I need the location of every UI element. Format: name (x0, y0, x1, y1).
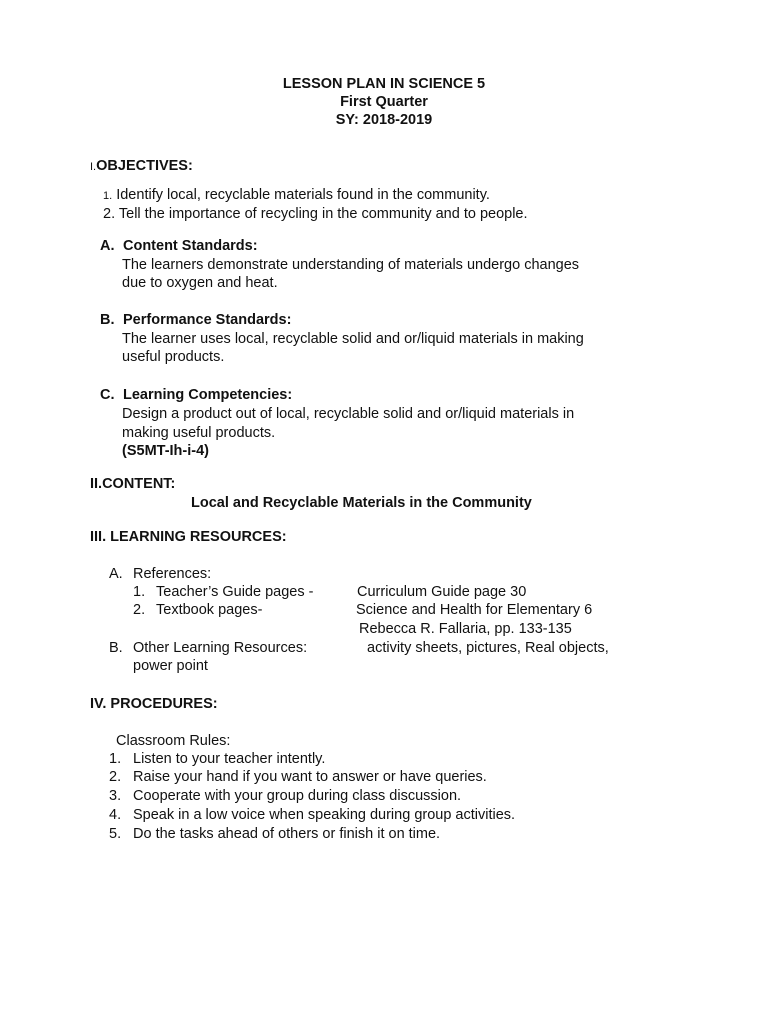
rule-number: 3. (109, 788, 122, 804)
reference-label: Teacher’s Guide pages - (156, 584, 314, 600)
content-standards-heading: Content Standards: (123, 238, 258, 254)
reference-number: 2. (133, 602, 146, 618)
content-topic: Local and Recyclable Materials in the Community (191, 495, 532, 511)
rule-number: 5. (109, 826, 122, 842)
content-standards-text-line1: The learners demonstrate understanding of materials undergo changes (122, 257, 580, 273)
other-resources-value-line2: power point (133, 658, 208, 674)
other-resources-value: activity sheets, pictures, Real objects, (367, 640, 609, 656)
classroom-rules-title: Classroom Rules: (116, 733, 231, 749)
rule-text: Listen to your teacher intently. (133, 751, 326, 767)
reference-value: Curriculum Guide page 30 (357, 584, 527, 600)
performance-standards-text-line2: useful products. (122, 349, 225, 365)
quarter-label: First Quarter (340, 94, 428, 110)
performance-standards-heading: Performance Standards: (123, 312, 292, 328)
references-letter: A. (109, 566, 123, 582)
rule-text: Raise your hand if you want to answer or have queries. (133, 769, 487, 785)
performance-standards-text-line1: The learner uses local, recyclable solid and or/liquid materials in making (122, 331, 584, 347)
procedures-heading: IV. PROCEDURES: (90, 696, 218, 712)
reference-value: Science and Health for Elementary 6 (356, 602, 593, 618)
reference-value-line2: Rebecca R. Fallaria, pp. 133-135 (359, 621, 572, 637)
rule-number: 4. (109, 807, 122, 823)
objective-text: Identify local, recyclable materials found in the community. (116, 187, 490, 203)
document-title: LESSON PLAN IN SCIENCE 5 (282, 76, 486, 92)
objective-number: 1. (103, 190, 113, 202)
learning-competencies-letter: C. (100, 387, 115, 403)
school-year-label: SY: 2018-2019 (335, 112, 433, 128)
references-label: References: (133, 566, 212, 582)
objective-text: Tell the importance of recycling in the community and to people. (118, 206, 528, 222)
reference-number: 1. (133, 584, 146, 600)
objective-item (103, 186, 490, 205)
other-resources-letter: B. (109, 640, 123, 656)
objective-item (103, 205, 528, 223)
learning-competencies-heading: Learning Competencies: (123, 387, 293, 403)
objectives-heading (90, 157, 193, 176)
learning-competencies-text-line1: Design a product out of local, recyclable solid and or/liquid materials in (122, 406, 575, 422)
content-standards-letter: A. (100, 238, 115, 254)
rule-number: 2. (109, 769, 122, 785)
objectives-roman: I. (90, 161, 97, 173)
content-standards-text-line2: due to oxygen and heat. (122, 275, 278, 291)
rule-text: Do the tasks ahead of others or finish it on time. (133, 826, 441, 842)
learning-resources-heading: III. LEARNING RESOURCES: (90, 529, 287, 545)
objectives-heading-text: OBJECTIVES: (96, 158, 193, 174)
other-resources-label: Other Learning Resources: (133, 640, 308, 656)
objective-number: 2. (103, 206, 116, 222)
learning-competencies-text-line2: making useful products. (122, 425, 276, 441)
content-heading: II.CONTENT: (90, 476, 176, 492)
performance-standards-letter: B. (100, 312, 115, 328)
reference-label: Textbook pages- (156, 602, 263, 618)
rule-number: 1. (109, 751, 122, 767)
rule-text: Speak in a low voice when speaking during group activities. (133, 807, 516, 823)
learning-competencies-code: (S5MT-Ih-i-4) (122, 443, 209, 459)
rule-text: Cooperate with your group during class discussion. (133, 788, 462, 804)
